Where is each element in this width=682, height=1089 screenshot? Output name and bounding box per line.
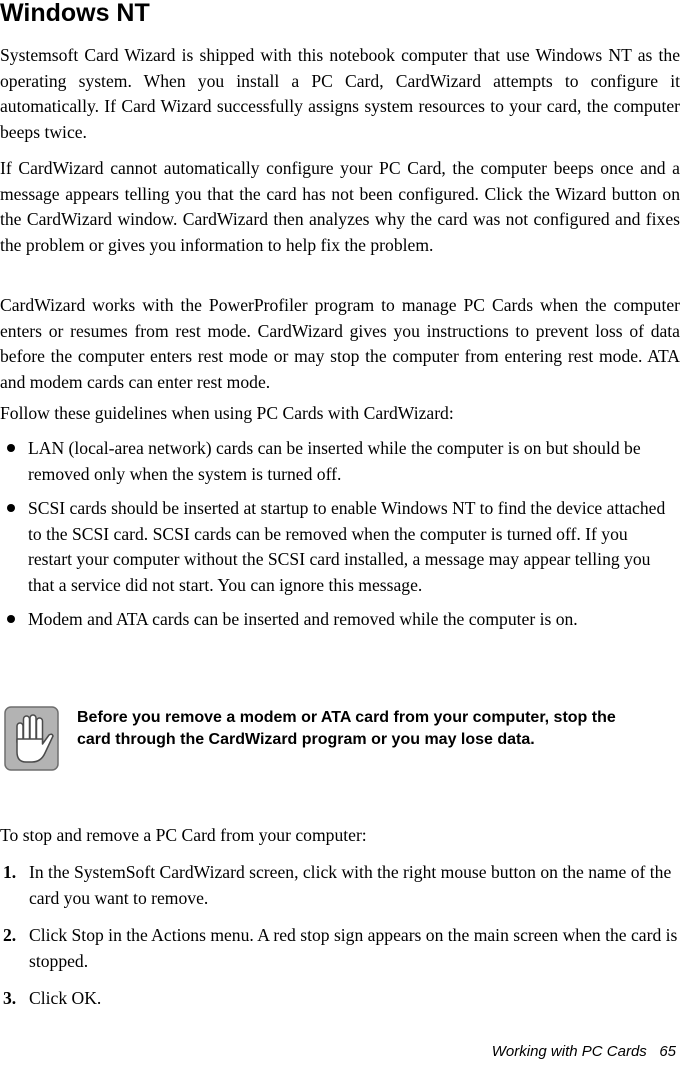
step-text: Click Stop in the Actions menu. A red stop sign appears on the main screen when the card is stopped. xyxy=(29,925,678,971)
bullet-icon xyxy=(7,615,15,623)
configuration-paragraph: If CardWizard cannot automatically configure your PC Card, the computer beeps once and a message appears telling you that the card has not been configured. Click the Wizard button on the CardWizard window. CardWizard then analyzes why the card was not configured and fixes the problem or gives you information to help fix the problem. xyxy=(0,158,680,255)
bullet-icon xyxy=(7,504,15,512)
step-item xyxy=(0,923,680,974)
step-text: Click OK. xyxy=(29,988,102,1008)
guidelines-intro: Follow these guidelines when using PC Cards with CardWizard: xyxy=(0,403,454,423)
bullet-icon xyxy=(7,444,15,452)
rest-mode-paragraph: CardWizard works with the PowerProfiler program to manage PC Cards when the computer enters or resumes from rest mode. CardWizard gives you instructions to prevent loss of data before the computer enters rest mode or may stop the computer from entering rest mode. ATA and modem cards can enter rest mode. xyxy=(0,295,680,392)
hand-stop-icon xyxy=(4,706,59,771)
step-item xyxy=(0,860,680,911)
list-item xyxy=(0,496,668,598)
list-item xyxy=(0,436,668,487)
steps-intro: To stop and remove a PC Card from your computer: xyxy=(0,825,367,845)
page-footer xyxy=(492,1042,676,1062)
page-title: Windows NT xyxy=(0,0,150,27)
step-number: 1. xyxy=(3,862,17,882)
step-number: 3. xyxy=(3,988,17,1008)
guidelines-list xyxy=(0,436,680,642)
steps-list xyxy=(0,860,680,1024)
list-item-text: SCSI cards should be inserted at startup to enable Windows NT to find the device attached to the SCSI card. SCSI cards can be removed when the computer is turned off. If you restart your computer without the SCSI card installed, a message may appear telling you that a service did not start. You can ignore this message. xyxy=(28,498,666,595)
list-item-text: Modem and ATA cards can be inserted and removed while the computer is on. xyxy=(28,609,578,629)
footer-section: Working with PC Cards xyxy=(491,1043,647,1060)
list-item xyxy=(0,607,668,633)
page-number: 65 xyxy=(659,1043,676,1060)
list-item-text: LAN (local-area network) cards can be inserted while the computer is on but should be removed only when the system is turned off. xyxy=(28,438,641,484)
step-item xyxy=(0,986,680,1012)
step-number: 2. xyxy=(3,925,17,945)
intro-paragraph: Systemsoft Card Wizard is shipped with this notebook computer that use Windows NT as the operating system. When you install a PC Card, CardWizard attempts to configure it automatically. If Card Wizard successfully assigns system resources to your card, the computer beeps twice. xyxy=(0,45,680,142)
step-text: In the SystemSoft CardWizard screen, click with the right mouse button on the name of the card you want to remove. xyxy=(29,862,672,908)
warning-text: Before you remove a modem or ATA card from your computer, stop the card through the CardWizard program or you may lose data. xyxy=(77,709,616,748)
